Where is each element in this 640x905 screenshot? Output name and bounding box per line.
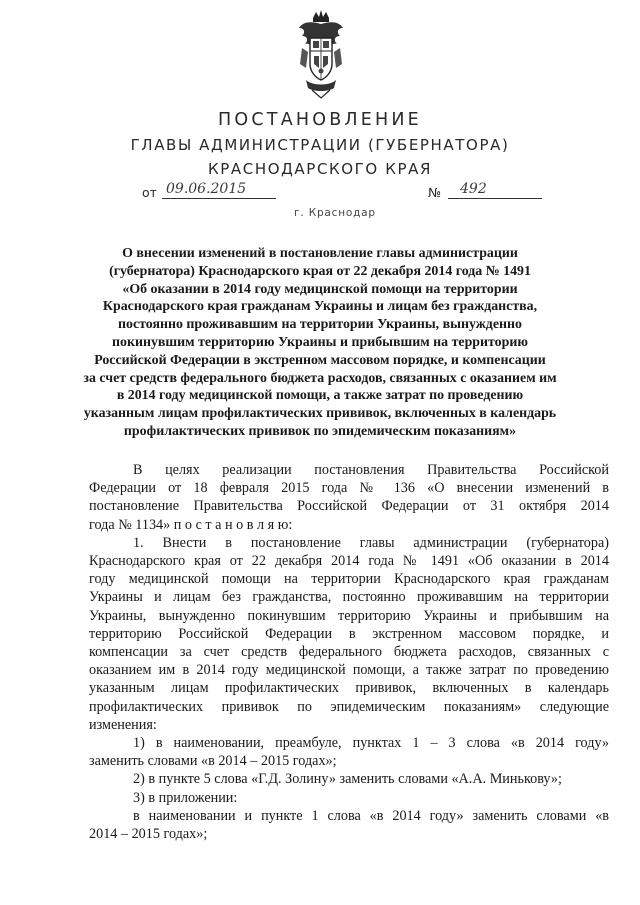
subject-line: в 2014 году медицинской помощи, а также затрат по проведению (116, 388, 524, 404)
subject-line: за счет средств федерального бюджета расходов, связанных с оказанием им (83, 370, 557, 386)
subject-line: постоянно проживавшим на территории Украины, вынужденно (118, 317, 522, 333)
body-line: постановление Правительства Российской Федерации от 31 октября 2014 (89, 498, 609, 515)
body-line: оказанием им в 2014 году медицинской помощи, а также затрат по проведению (89, 662, 609, 679)
krasnodar-coat-of-arms-emblem (296, 8, 346, 100)
document-date-handwritten: 09.06.2015 (162, 180, 276, 199)
subject-line: Краснодарского края гражданам Украины и лицам без гражданства, (102, 299, 538, 315)
document-body (89, 461, 609, 843)
body-line: году медицинской помощи на территории Краснодарского края гражданам (89, 571, 609, 588)
body-line: 1) в наименовании, преамбуле, пунктах 1 – 3 слова «в 2014 году» (133, 735, 609, 752)
body-line: указанным лицам профилактических прививок, включенных в календарь (89, 680, 609, 697)
body-line: 2014 – 2015 годах»; (89, 826, 208, 843)
number-label: № (428, 185, 442, 200)
subject-line: покинувшим территорию Украины и прибывшим на территорию (112, 334, 528, 350)
document-number-handwritten: 492 (448, 180, 542, 199)
body-line: компенсации за счет средств федерального бюджета расходов, связанных с (89, 644, 609, 661)
subject-line: профилактических прививок по эпидемическим показаниям» (123, 423, 517, 439)
subject-line: (губернатора) Краснодарского края от 22 декабря 2014 года № 1491 (109, 263, 531, 279)
subject-line: «Об оказании в 2014 году медицинской помощи на территории (122, 281, 518, 297)
body-line: 1. Внести в постановление главы администрации (губернатора) (133, 534, 609, 551)
region-heading: КРАСНОДАРСКОГО КРАЯ (208, 160, 432, 178)
document-type-heading: ПОСТАНОВЛЕНИЕ (218, 110, 422, 130)
document-subject (60, 245, 580, 441)
body-line: года № 1134» п о с т а н о в л я ю: (89, 516, 293, 533)
subject-line: указанным лицам профилактических прививок, включенных в календарь (83, 406, 557, 422)
date-label: от (142, 185, 157, 200)
body-line: 2) в пункте 5 слова «Г.Д. Золину» заменить словами «А.А. Минькову»; (133, 771, 562, 788)
body-line: изменения: (89, 716, 157, 733)
body-line: Краснодарского края от 22 декабря 2014 года № 1491 «Об оказании в 2014 (89, 553, 609, 570)
body-line: 3) в приложении: (133, 789, 238, 806)
body-line: в наименовании и пункте 1 слова «в 2014 году» заменить словами «в (133, 807, 609, 824)
body-line: территорию Российской Федерации в экстренном массовом порядке, и (89, 625, 609, 642)
body-line: заменить словами «в 2014 – 2015 годах»; (89, 753, 337, 770)
body-line: Украины и лицам без гражданства, постоянно проживавшим на территории (89, 589, 609, 606)
body-line: профилактических прививок по эпидемическим показаниям» следующие (89, 698, 609, 715)
subject-line: Российской Федерации в экстренном массовом порядке, и компенсации (94, 352, 546, 368)
body-line: Украины, вынужденно покинувшим территорию Украины и прибывшим на (89, 607, 609, 624)
subject-line: О внесении изменений в постановление главы администрации (122, 246, 518, 261)
body-line: В целях реализации постановления Правительства Российской (133, 462, 609, 478)
issuing-authority-heading: ГЛАВЫ АДМИНИСТРАЦИИ (ГУБЕРНАТОРА) (130, 136, 510, 154)
issue-city: г. Краснодар (294, 207, 376, 219)
body-line: Федерации от 18 февраля 2015 года № 136 «О внесении изменений в (89, 480, 609, 497)
